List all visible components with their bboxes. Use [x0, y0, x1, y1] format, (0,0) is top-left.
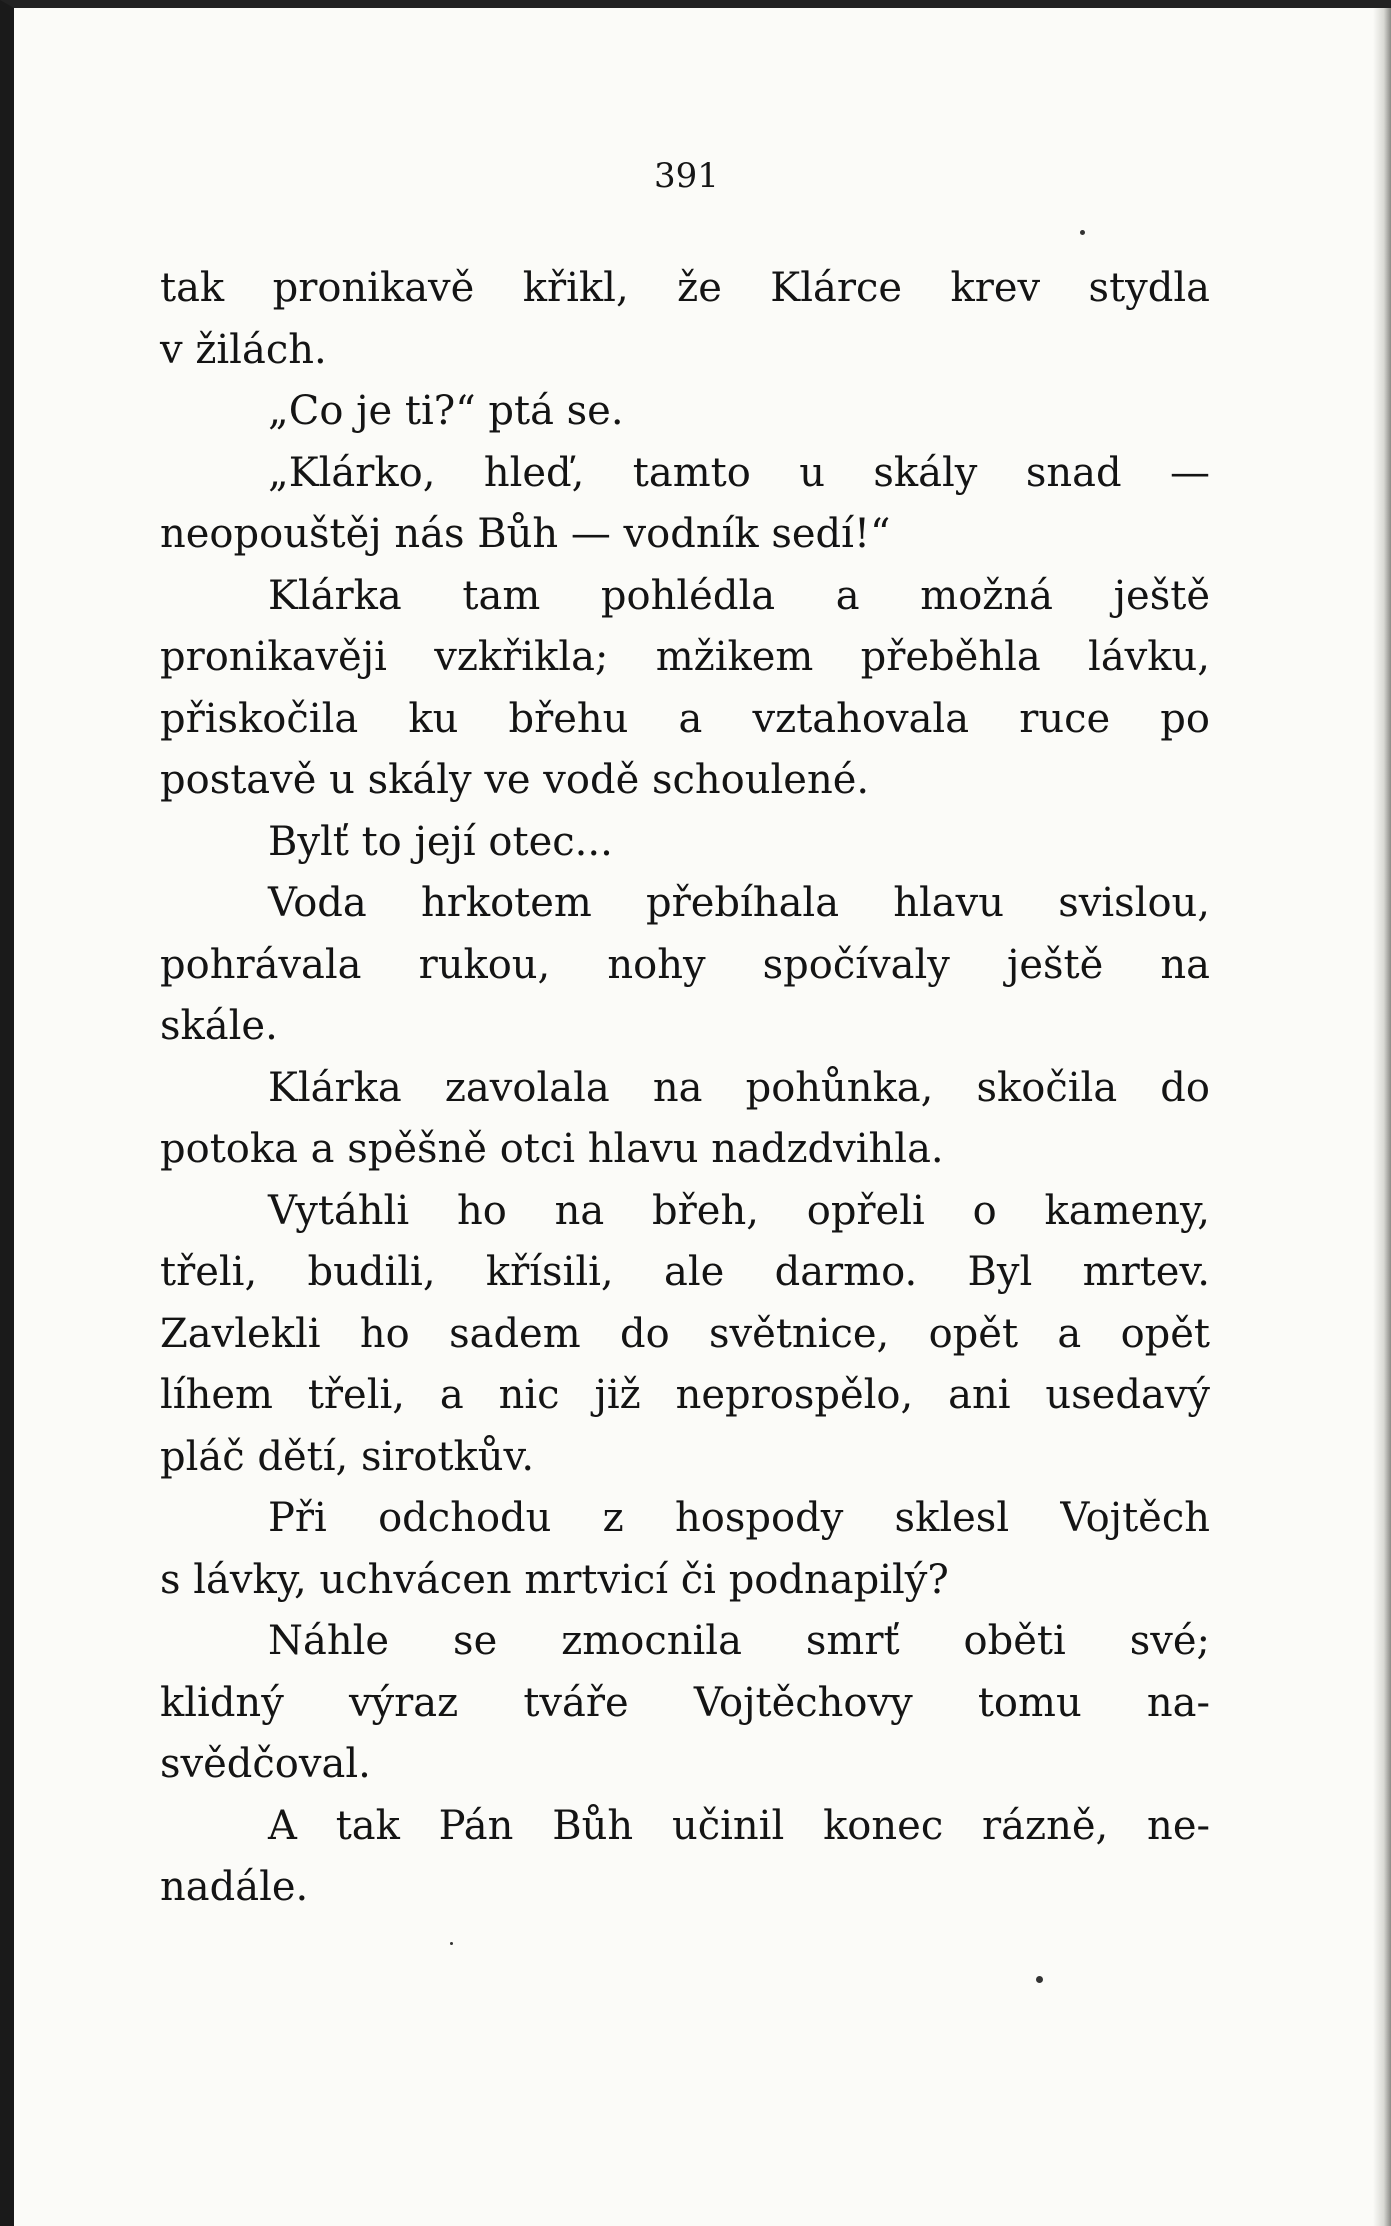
text-line: Voda hrkotem přebíhala hlavu svislou, — [268, 880, 1210, 926]
text-line: Zavlekli ho sadem do světnice, opět a opět — [160, 1310, 1210, 1357]
text-line: líhem třeli, a nic již neprospělo, ani usedavý — [160, 1372, 1210, 1418]
text-line: Při odchodu z hospody sklesl Vojtěch — [268, 1495, 1210, 1541]
text-line: Vytáhli ho na břeh, opřeli o kameny, — [268, 1187, 1210, 1234]
text-line: třeli, budili, křísili, ale darmo. Byl mrtev. — [160, 1249, 1210, 1295]
text-line: přiskočila ku břehu a vztahovala ruce po — [160, 695, 1210, 742]
text-line: „Co je ti?“ ptá se. — [268, 388, 624, 434]
text-line: potoka a spěšně otci hlavu nadzdvihla. — [160, 1126, 944, 1172]
text-line: klidný výraz tváře Vojtěchovy tomu na- — [160, 1679, 1210, 1726]
text-line: pláč dětí, sirotkův. — [160, 1433, 535, 1480]
text-line: Bylť to její otec... — [268, 818, 613, 865]
text-line: postavě u skály ve vodě schoulené. — [160, 757, 870, 803]
text-line: pohrávala rukou, nohy spočívaly ještě na — [160, 941, 1210, 988]
text-line: A tak Pán Bůh učinil konec rázně, ne- — [268, 1802, 1210, 1849]
ink-speck — [450, 1942, 453, 1945]
text-line: Klárka tam pohlédla a možná ještě — [268, 572, 1210, 619]
text-line: Náhle se zmocnila smrť oběti své; — [268, 1618, 1210, 1664]
text-line: skále. — [160, 1003, 278, 1049]
ink-speck — [1080, 230, 1085, 235]
text-line: s lávky, uchvácen mrtvicí či podnapilý? — [160, 1556, 949, 1603]
text-line: tak pronikavě křikl, že Klárce krev stydla — [160, 265, 1210, 311]
text-line: Klárka zavolala na pohůnka, skočila do — [268, 1064, 1210, 1111]
text-line: pronikavěji vzkřikla; mžikem přeběhla lávku, — [160, 634, 1210, 680]
text-line: nadále. — [160, 1864, 309, 1910]
text-body — [160, 258, 1210, 1919]
text-line: „Klárko, hleď, tamto u skály snad — — [268, 449, 1210, 496]
text-line: v žilách. — [160, 326, 327, 373]
page-number: 391 — [654, 156, 719, 196]
text-line: svědčoval. — [160, 1741, 371, 1787]
ink-speck — [1036, 1976, 1043, 1983]
text-line: neopouštěj nás Bůh — vodník sedí!“ — [160, 511, 891, 557]
